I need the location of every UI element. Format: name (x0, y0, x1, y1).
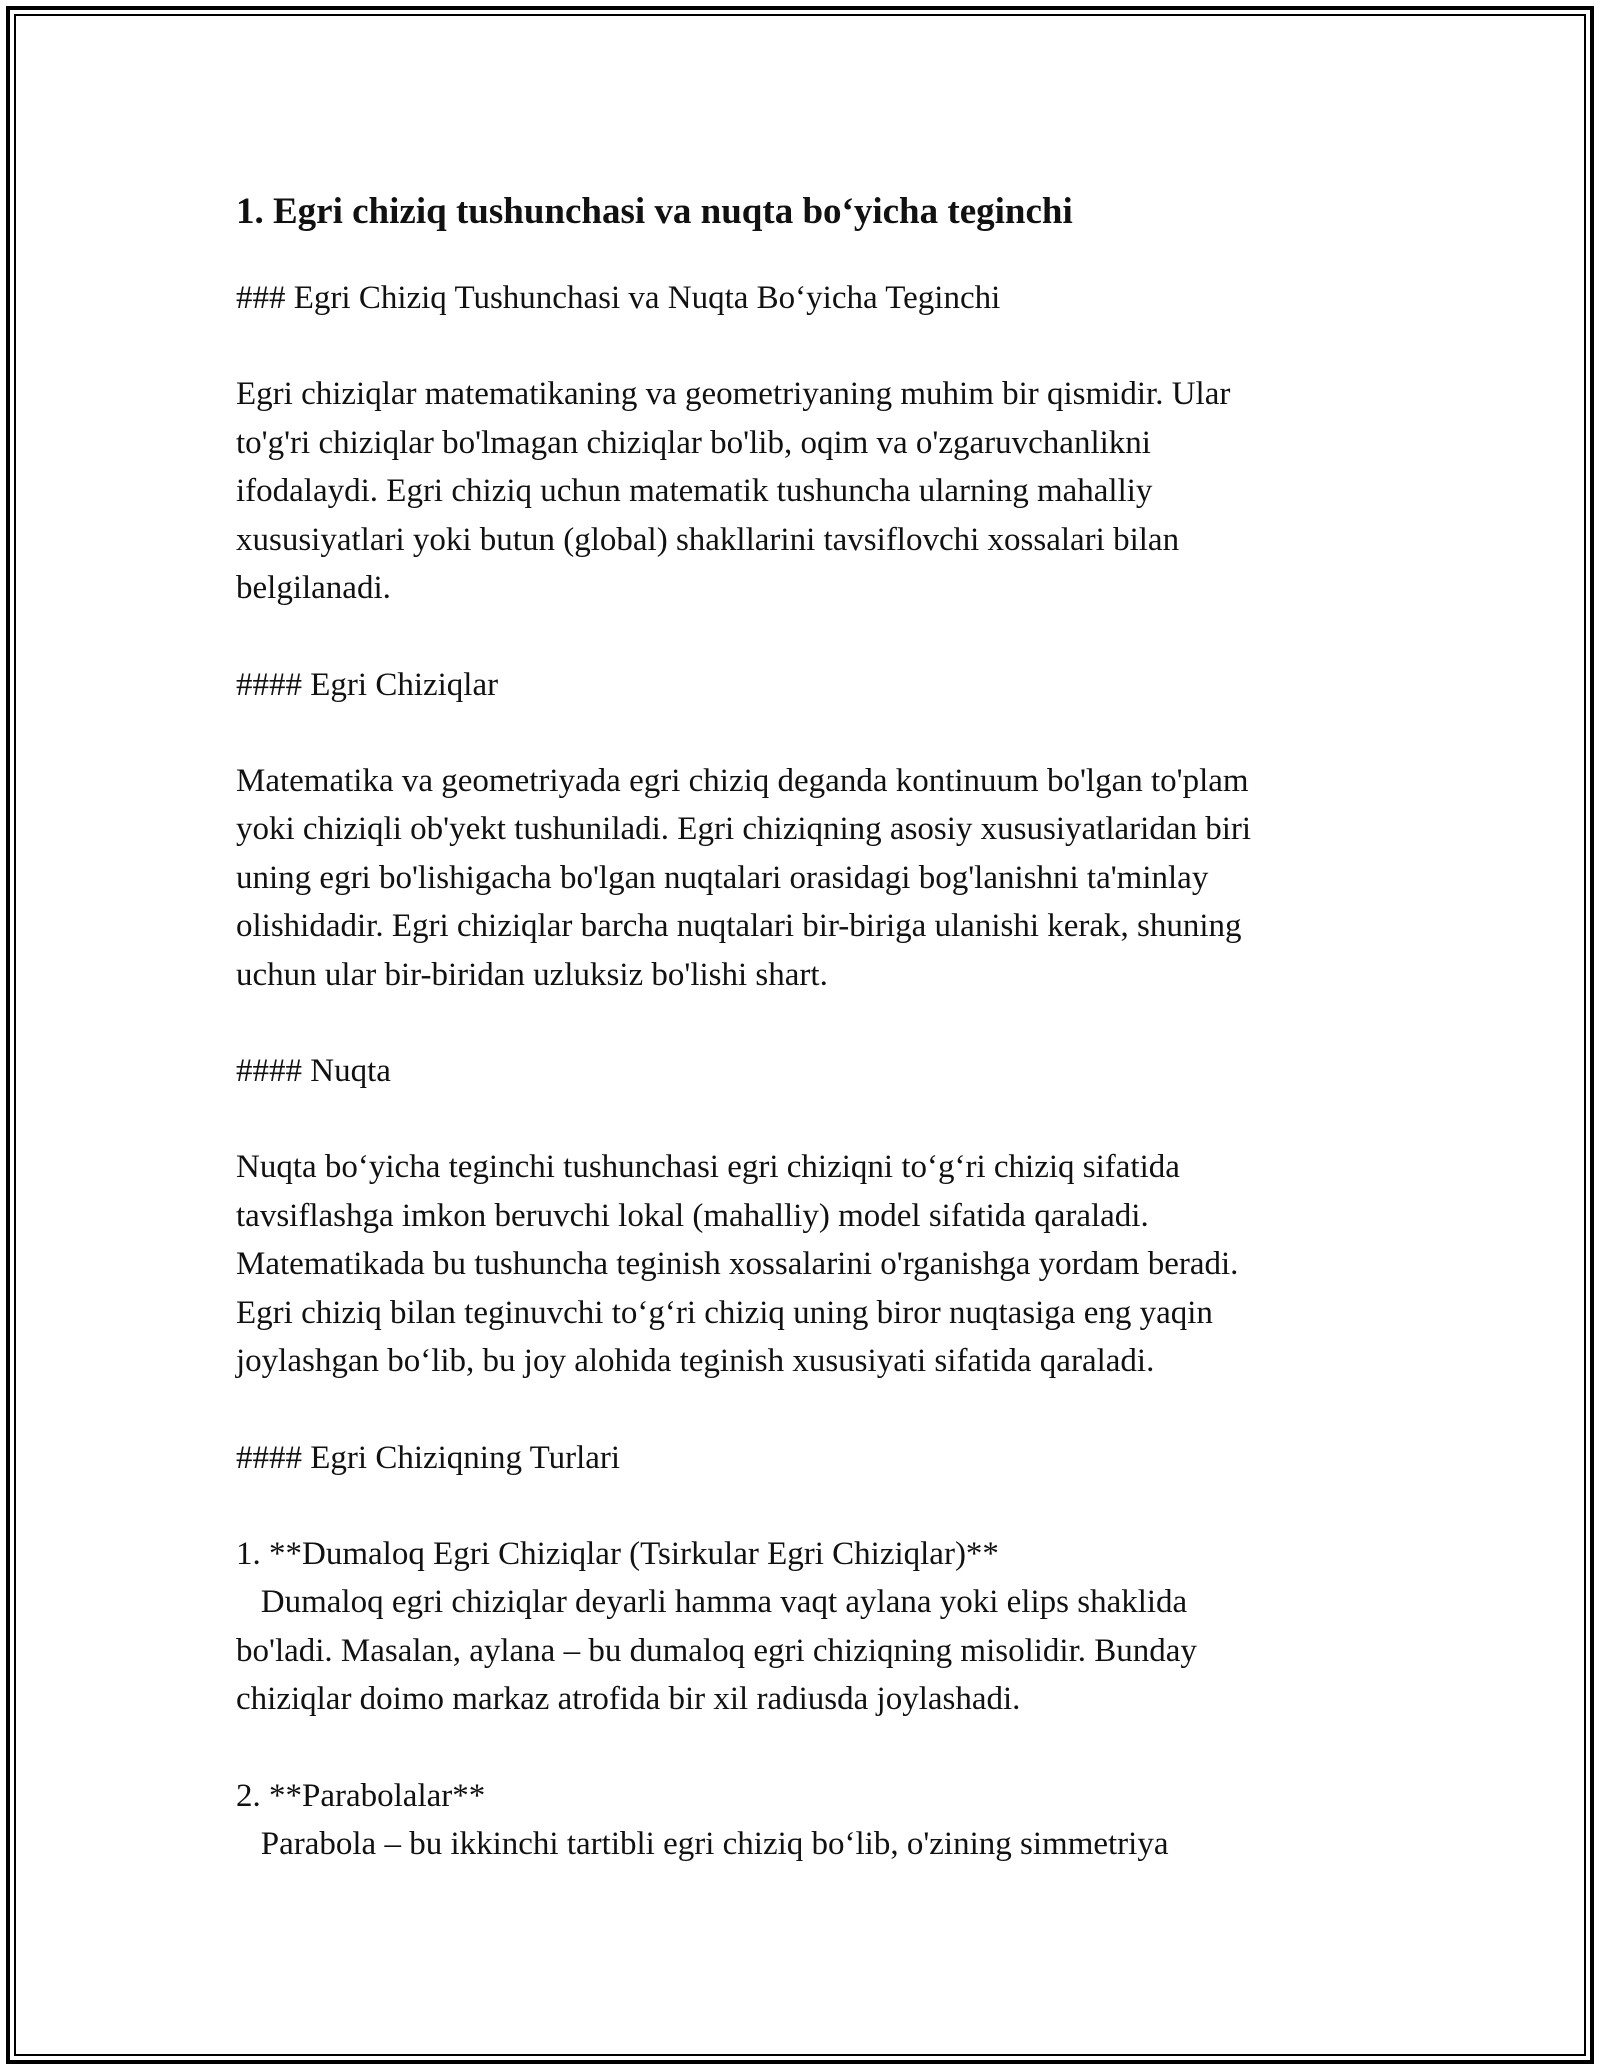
subsection-heading: #### Egri Chiziqning Turlari (236, 1439, 621, 1476)
paragraph-line: Nuqta bo‘yicha teginchi tushunchasi egri chiziqni to‘g‘ri chiziq sifatida (236, 1149, 1180, 1185)
paragraph-nuqta (236, 1143, 1386, 1386)
paragraph-egri-chiziqlar (236, 757, 1386, 1000)
paragraph-line: uning egri bo'lishigacha bo'lgan nuqtalari orasidagi bog'lanishni ta'minlay (236, 859, 1209, 896)
paragraph-intro (236, 370, 1386, 613)
paragraph-line: Egri chiziqlar matematikaning va geometriyaning muhim bir qismidir. Ular (236, 376, 1231, 412)
paragraph-line: joylashgan bo‘lib, bu joy alohida teginish xususiyati sifatida qaraladi. (236, 1343, 1155, 1379)
paragraph-line: Egri chiziq bilan teginuvchi to‘g‘ri chiziq uning biror nuqtasiga eng yaqin (236, 1294, 1213, 1331)
paragraph-line: Matematika va geometriyada egri chiziq deganda kontinuum bo'lgan to'plam (236, 762, 1249, 799)
paragraph-line: uchun ular bir-biridan uzluksiz bo'lishi shart. (236, 956, 828, 993)
document-body (236, 186, 1386, 1869)
paragraph-line: Parabola – bu ikkinchi tartibli egri chiziq bo‘lib, o'zining simmetriya (236, 1826, 1169, 1862)
paragraph-line: chiziqlar doimo markaz atrofida bir xil radiusda joylashadi. (236, 1681, 1021, 1717)
list-item-dumaloq (236, 1530, 1386, 1724)
section-heading: ### Egri Chiziq Tushunchasi va Nuqta Bo‘yicha Teginchi (236, 280, 1001, 316)
subsection-heading: #### Nuqta (236, 1053, 391, 1089)
list-item-parabolalar (236, 1772, 1386, 1869)
paragraph-line: tavsiflashga imkon beruvchi lokal (mahalliy) model sifatida qaraladi. (236, 1197, 1149, 1234)
paragraph-line: xususiyatlari yoki butun (global) shakllarini tavsiflovchi xossalari bilan (236, 521, 1180, 558)
page-title: 1. Egri chiziq tushunchasi va nuqta bo‘yicha teginchi (236, 191, 1073, 232)
paragraph-line: to'g'ri chiziqlar bo'lmagan chiziqlar bo'lib, oqim va o'zgaruvchanlikni (236, 424, 1151, 461)
paragraph-line: belgilanadi. (236, 570, 391, 606)
paragraph-line: olishidadir. Egri chiziqlar barcha nuqtalari bir-biriga ulanishi kerak, shuning (236, 908, 1242, 944)
paragraph-line: 1. **Dumaloq Egri Chiziqlar (Tsirkular Egri Chiziqlar)** (236, 1535, 999, 1572)
paragraph-line: yoki chiziqli ob'yekt tushuniladi. Egri chiziqning asosiy xususiyatlaridan biri (236, 811, 1252, 847)
subsection-heading: #### Egri Chiziqlar (236, 666, 499, 703)
paragraph-line: 2. **Parabolalar** (236, 1777, 486, 1814)
paragraph-line: bo'ladi. Masalan, aylana – bu dumaloq egri chiziqning misolidir. Bunday (236, 1632, 1197, 1669)
paragraph-line: Dumaloq egri chiziqlar deyarli hamma vaqt aylana yoki elips shaklida (236, 1584, 1188, 1620)
paragraph-line: ifodalaydi. Egri chiziq uchun matematik tushuncha ularning mahalliy (236, 473, 1153, 509)
paragraph-line: Matematikada bu tushuncha teginish xossalarini o'rganishga yordam beradi. (236, 1246, 1239, 1282)
